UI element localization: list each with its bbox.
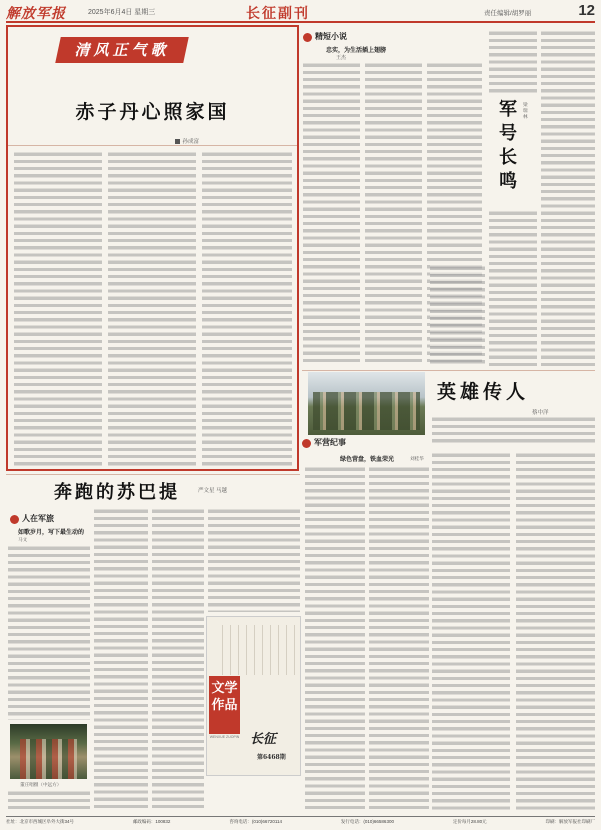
footer-printer: 印刷：解放军报社印刷厂 (545, 819, 595, 824)
feature-divider (8, 145, 297, 146)
camp-col-1 (305, 466, 365, 810)
section-divider (6, 474, 300, 475)
camp-author: 刘桂华 (410, 456, 424, 461)
army-column (10, 513, 54, 524)
run-title: 奔跑的苏巴提 (54, 482, 180, 503)
poem-title-char: 号 (499, 123, 517, 144)
poem-title-char: 军 (499, 99, 517, 120)
short-story-column (303, 31, 347, 42)
artwork-pattern (215, 625, 295, 675)
masthead (6, 3, 595, 23)
footer-postcode: 邮政编码：100832 (132, 819, 171, 824)
poem-body (541, 30, 595, 370)
short-story-title: 忠实，为生活插上翅膀 (326, 47, 387, 54)
newspaper-logo: 解放军报 (6, 6, 66, 22)
hero-col-1 (432, 452, 510, 810)
editor-credit: 责任编辑/胡罗丽 (484, 10, 532, 17)
run-col-1 (94, 508, 148, 810)
hero-col-2 (516, 452, 595, 810)
feature-body-col-3 (202, 151, 292, 467)
soldiers-photo (308, 372, 425, 435)
issue-date: 2025年6月4日 星期三 (88, 9, 156, 16)
children-photo-caption: 董庄唱摄（中远方） (20, 782, 62, 787)
army-col-1 (8, 545, 90, 720)
poem-body-3 (430, 265, 485, 365)
short-story-column-label: 精短小说 (315, 31, 347, 41)
poem-title (493, 98, 523, 194)
footer-distribution: 发行电话：(010)66586300 (340, 819, 394, 824)
footer-phone: 咨询电话：(010)66720114 (229, 819, 283, 824)
poem-intro (489, 30, 537, 96)
run-author: 严文星 马越 (198, 488, 228, 494)
feature-body-col-1 (14, 151, 102, 467)
army-column-label: 人在军旅 (22, 513, 54, 523)
column-mark-icon (10, 515, 19, 524)
section-title: 长征副刊 (246, 6, 310, 22)
feature-title: 赤子丹心照家国 (75, 101, 230, 123)
run-col-2 (152, 508, 204, 810)
column-banner (55, 37, 189, 63)
page-number: 12 (578, 2, 595, 19)
poem-title-char: 长 (499, 147, 517, 168)
footer-price: 定价每月28.80元 (452, 819, 487, 824)
poem-body-2 (489, 210, 537, 370)
column-mark-icon (302, 439, 311, 448)
hero-author: 蔡中洋 (532, 410, 549, 416)
issue-number: 第6468期 (257, 754, 286, 761)
column-mark-icon (303, 33, 312, 42)
short-story-col-2 (365, 62, 422, 366)
camp-column (302, 437, 346, 448)
army-subtitle: 如歌岁月，写下最生动的 (18, 529, 85, 536)
feature-body-col-2 (108, 151, 196, 467)
poem-author: 梁瑞林 (523, 103, 528, 120)
hero-title: 英雄传人 (437, 381, 530, 403)
section-divider (302, 370, 595, 371)
footer (6, 816, 595, 826)
run-col-3 (208, 508, 300, 612)
feature-author: 孙成富 (175, 137, 199, 145)
short-story-author: 王杰 (336, 55, 347, 61)
literature-stamp: 文学作品 (209, 676, 240, 734)
hero-intro (432, 416, 595, 446)
footer-address: 社址：北京市西城区阜外大街34号 (6, 819, 75, 824)
column-banner-label: 清风正气歌 (74, 41, 170, 59)
calligraphy-signature: 长征 (250, 732, 277, 747)
short-story-col-1 (303, 62, 360, 366)
children-photo (10, 724, 87, 779)
army-author: 马文 (18, 537, 28, 542)
camp-column-label: 军营纪事 (314, 437, 346, 447)
poem-title-char: 鸣 (499, 171, 517, 192)
army-col-2 (8, 790, 90, 812)
literature-stamp-sub: WENXUE ZUOPIN (209, 735, 240, 739)
camp-subtitle: 绿色营盘，铁血荣光 (340, 456, 395, 463)
camp-col-2 (369, 466, 429, 810)
feature-article-box (6, 25, 299, 471)
